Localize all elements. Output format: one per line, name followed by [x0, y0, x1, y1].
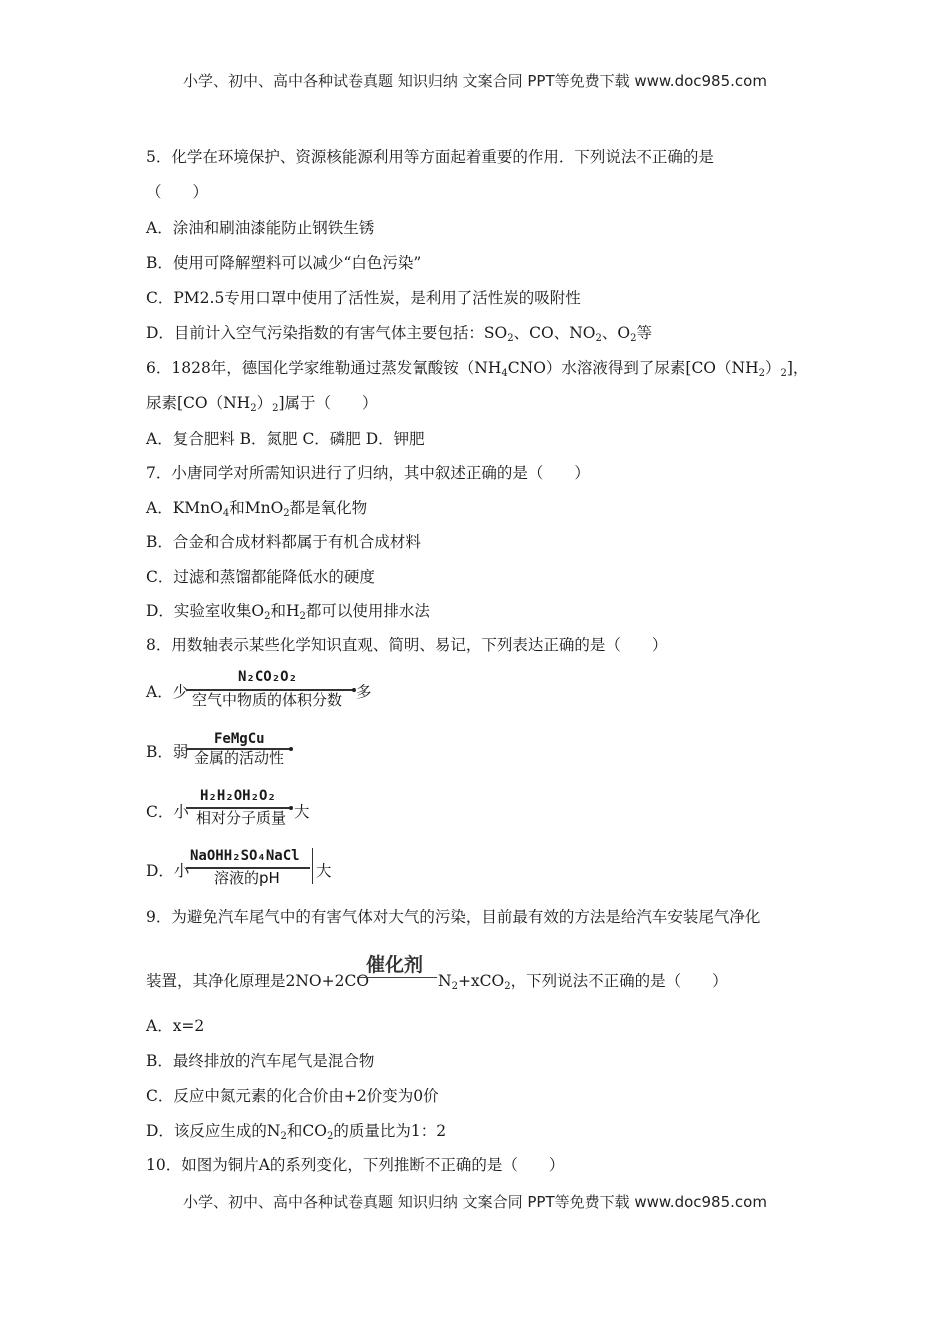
q7-stem: 7．小唐同学对所需知识进行了归纳，其中叙述正确的是（ ） — [146, 464, 590, 482]
q8-b-axis-arrow — [289, 747, 293, 751]
q6-stem-line1: 6．1828年，德国化学家维勒通过蒸发氰酸铵$(NH_4CNO)$水溶液得到了尿素$[CO(NH_2)_2]$， — [146, 359, 809, 379]
q7-option-c: C．过滤和蒸馏都能降低水的硬度 — [146, 568, 375, 586]
q8-c-axis-top: H₂H₂OH₂O₂ — [200, 788, 276, 804]
q9-catalyst-label: 催化剂 — [366, 954, 424, 976]
q8-d-axis-end-tick — [312, 848, 313, 884]
q8-a-axis-top: N₂CO₂O₂ — [238, 669, 298, 685]
q5-option-b: B．使用可降解塑料可以减少“白色污染” — [146, 254, 422, 272]
page-header: 小学、初中、高中各种试卷真题 知识归纳 文案合同 PPT等免费下载 www.doc985.com — [183, 72, 767, 90]
q5-paren: （ ） — [146, 183, 209, 201]
q5-option-a: A．涂油和刷油漆能防止钢铁生锈 — [146, 219, 375, 237]
q6-options: A．复合肥料 B．氮肥 C．磷肥 D．钾肥 — [146, 430, 425, 448]
q9-stem: 9．为避免汽车尾气中的有害气体对大气的污染，目前最有效的方法是给汽车安装尾气净化 — [146, 908, 761, 926]
q7-option-a: A．KMnO$_4$和MnO$_2$都是氧化物 — [146, 499, 368, 519]
q8-a-right-label: 多 — [356, 683, 372, 701]
q8-d-left-label: D．小 — [146, 862, 190, 880]
q8-d-axis-top: NaOHH₂SO₄NaCl — [190, 848, 300, 864]
q5-stem: 5．化学在环境保护、资源核能源利用等方面起着重要的作用．下列说法不正确的是 — [146, 148, 714, 166]
q9-equation-prefix: 装置，其净化原理是2NO+2CO — [146, 972, 370, 990]
q8-d-right-label: 大 — [316, 862, 332, 880]
page-footer: 小学、初中、高中各种试卷真题 知识归纳 文案合同 PPT等免费下载 www.doc985.com — [183, 1193, 767, 1211]
q9-option-b: B．最终排放的汽车尾气是混合物 — [146, 1052, 375, 1070]
q10-stem: 10．如图为铜片A的系列变化，下列推断不正确的是（ ） — [146, 1156, 565, 1174]
q8-b-axis-bottom: 金属的活动性 — [194, 749, 285, 767]
q8-b-axis-top: FeMgCu — [214, 731, 265, 747]
q5-option-c: C．PM2.5专用口罩中使用了活性炭，是利用了活性炭的吸附性 — [146, 289, 581, 307]
q8-a-axis-bottom: 空气中物质的体积分数 — [192, 691, 343, 709]
q8-a-left-label: A．少 — [146, 683, 189, 701]
q8-c-left-label: C．小 — [146, 803, 189, 821]
q9-equation-bar — [357, 977, 437, 978]
q8-b-left-label: B．弱 — [146, 743, 189, 761]
q8-c-right-label: 大 — [294, 803, 310, 821]
q7-option-b: B．合金和合成材料都属于有机合成材料 — [146, 533, 421, 551]
q8-c-axis-arrow — [289, 806, 293, 810]
q8-c-axis-bottom: 相对分子质量 — [196, 809, 287, 827]
q9-option-d: D．该反应生成的$N_2$和$CO_2$的质量比为1：2 — [146, 1122, 447, 1142]
q6-stem-line2: 尿素$[CO(NH_2)_2]$属于（ ） — [146, 394, 378, 414]
q9-option-c: C．反应中氮元素的化合价由+2价变为0价 — [146, 1087, 439, 1105]
q8-d-axis-bottom: 溶液的pH — [214, 869, 280, 887]
q5-option-d: D．目前计入空气污染指数的有害气体主要包括：$SO_2$、CO、$NO_2$、$O_2$等 — [146, 324, 652, 344]
q9-equation-suffix: $N_2+xCO_2$，下列说法不正确的是（ ） — [438, 972, 728, 992]
q8-stem: 8．用数轴表示某些化学知识直观、简明、易记，下列表达正确的是（ ） — [146, 636, 668, 654]
q9-option-a: A．x=2 — [146, 1017, 205, 1035]
q7-option-d: D．实验室收集$O_2$和$H_2$都可以使用排水法 — [146, 602, 430, 622]
